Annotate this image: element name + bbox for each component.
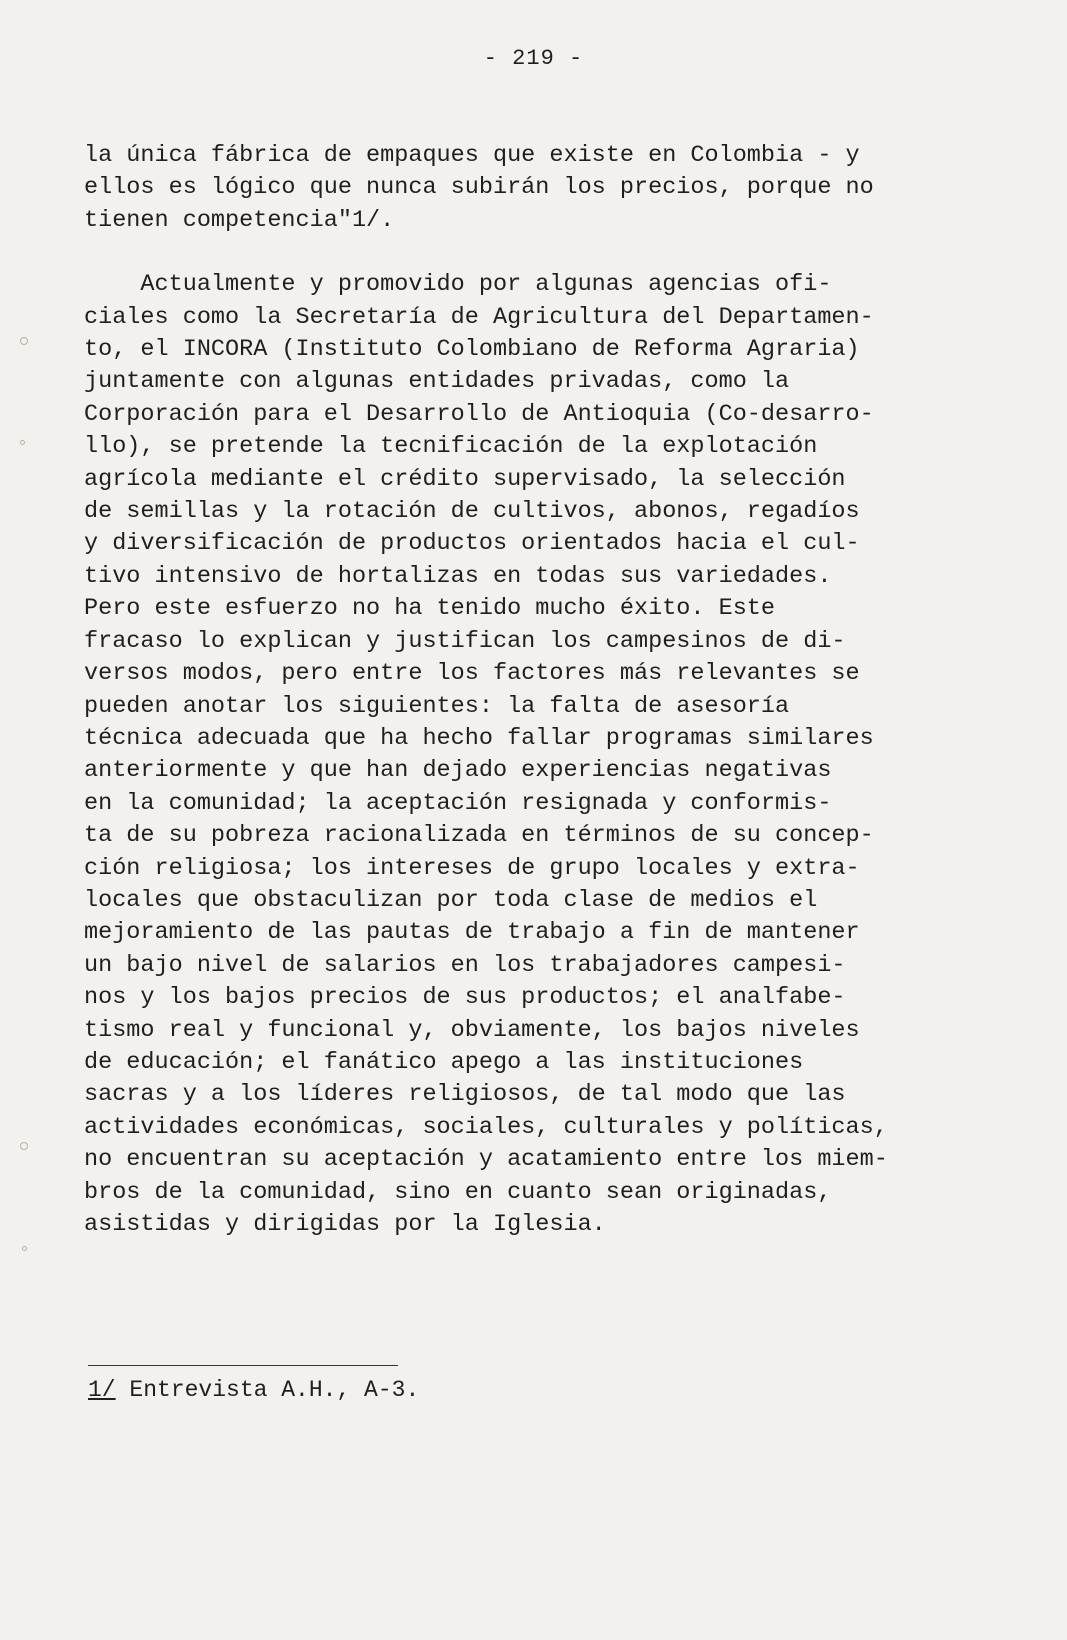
paragraph-2 — [84, 269, 964, 1241]
text-line: en la comunidad; la aceptación resignada y conformis- — [84, 789, 832, 817]
body-text — [84, 140, 964, 1241]
text-line: locales que obstaculizan por toda clase de medios el — [84, 886, 818, 914]
text-line: nos y los bajos precios de sus productos; el analfabe- — [84, 984, 846, 1012]
text-line: Corporación para el Desarrollo de Antioquia (Co-desarro- — [84, 400, 874, 428]
text-line: ciales como la Secretaría de Agricultura del Departamen- — [84, 303, 874, 331]
text-line: tienen competencia"1/. — [84, 206, 395, 234]
page-number: - 219 - — [483, 46, 584, 71]
text-line: pueden anotar los siguientes: la falta de asesoría — [84, 692, 790, 720]
text-line: Actualmente y promovido por algunas agencias ofi- — [84, 271, 832, 299]
binding-hole-mark — [20, 440, 25, 445]
text-line: asistidas y dirigidas por la Iglesia. — [84, 1211, 606, 1238]
footnote-divider — [88, 1365, 398, 1366]
binding-hole-mark — [20, 337, 28, 345]
footnote — [88, 1377, 419, 1403]
text-line: ta de su pobreza racionalizada en términos de su concep- — [84, 822, 874, 850]
text-line: ellos es lógico que nunca subirán los precios, porque no — [84, 174, 874, 202]
text-line: Pero este esfuerzo no ha tenido mucho éxito. Este — [84, 595, 776, 623]
binding-hole-mark — [22, 1246, 27, 1251]
text-line: anteriormente y que han dejado experiencias negativas — [84, 757, 832, 785]
text-line: la única fábrica de empaques que existe en Colombia - y — [84, 142, 860, 169]
text-line: to, el INCORA (Instituto Colombiano de Reforma Agraria) — [84, 336, 860, 364]
paragraph-1 — [84, 140, 964, 237]
text-line: fracaso lo explican y justifican los campesinos de di- — [84, 627, 846, 655]
text-line: tivo intensivo de hortalizas en todas sus variedades. — [84, 562, 832, 590]
text-line: un bajo nivel de salarios en los trabajadores campesi- — [84, 951, 846, 979]
footnote-text: Entrevista A.H., A-3. — [115, 1377, 420, 1403]
text-line: llo), se pretende la tecnificación de la explotación — [84, 433, 818, 461]
text-line: de educación; el fanático apego a las instituciones — [84, 1048, 804, 1076]
text-line: agrícola mediante el crédito supervisado, la selección — [84, 465, 846, 493]
text-line: ción religiosa; los intereses de grupo locales y extra- — [84, 854, 860, 882]
text-line: bros de la comunidad, sino en cuanto sean originadas, — [84, 1178, 832, 1206]
footnote-marker: 1/ — [88, 1377, 116, 1403]
binding-hole-mark — [20, 1142, 28, 1150]
text-line: tismo real y funcional y, obviamente, los bajos niveles — [84, 1016, 860, 1044]
text-line: de semillas y la rotación de cultivos, abonos, regadíos — [84, 498, 860, 526]
text-line: no encuentran su aceptación y acatamiento entre los miem- — [84, 1146, 888, 1174]
text-line: sacras y a los líderes religiosos, de tal modo que las — [84, 1081, 846, 1109]
text-line: actividades económicas, sociales, culturales y políticas, — [84, 1113, 888, 1141]
text-line: versos modos, pero entre los factores más relevantes se — [84, 660, 860, 688]
text-line: mejoramiento de las pautas de trabajo a fin de mantener — [84, 919, 860, 947]
text-line: técnica adecuada que ha hecho fallar programas similares — [84, 724, 874, 752]
text-line: juntamente con algunas entidades privadas, como la — [84, 368, 790, 396]
text-line: y diversificación de productos orientados hacia el cul- — [84, 530, 860, 558]
